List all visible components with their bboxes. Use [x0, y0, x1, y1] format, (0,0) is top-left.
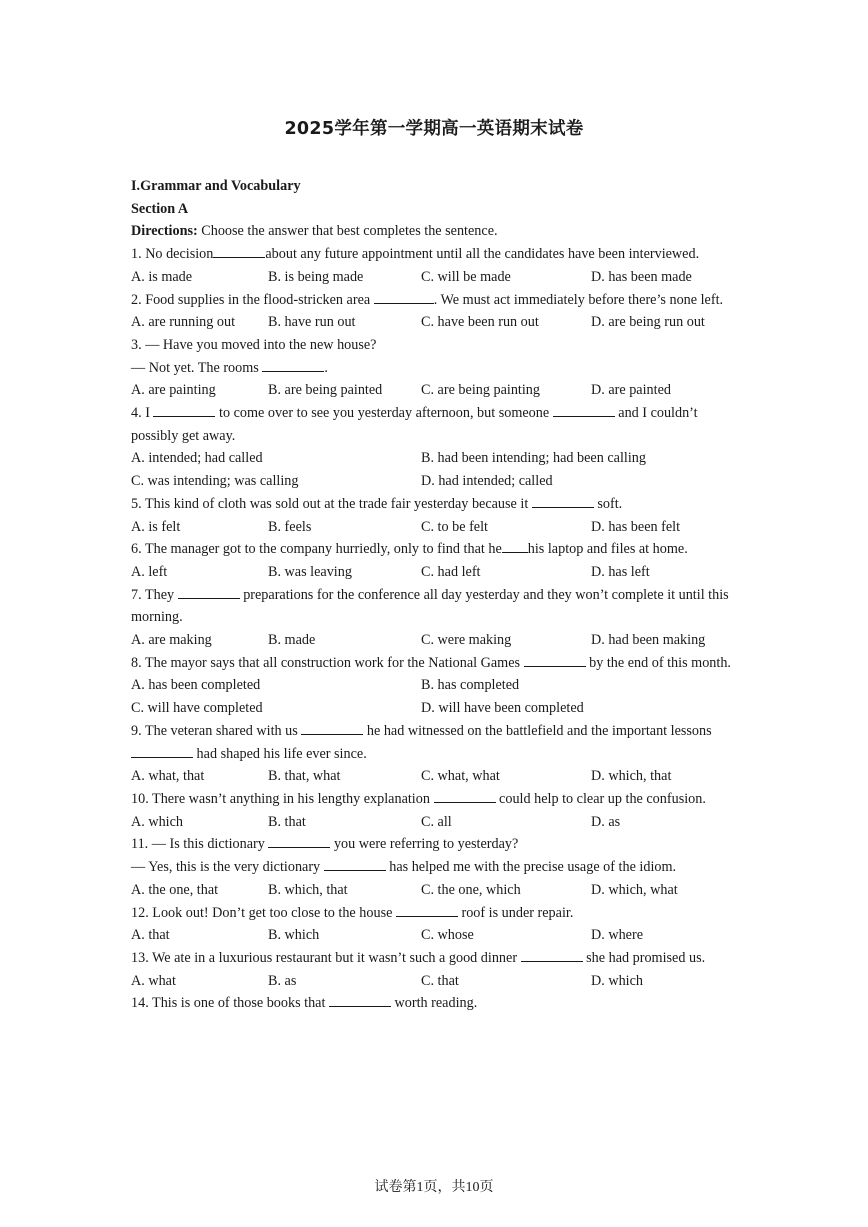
answer-option[interactable]: D. as	[591, 813, 621, 830]
question-text: to come over to see you yesterday afternoon, but someone	[215, 405, 553, 422]
answer-option[interactable]: B. that	[268, 813, 306, 830]
question-number: 6.	[131, 541, 145, 558]
question-3	[131, 334, 741, 402]
question-text: I	[145, 405, 154, 422]
question-text: by the end of this month.	[585, 654, 731, 671]
question-number: 8.	[131, 654, 145, 671]
answer-option[interactable]: C. are being painting	[421, 382, 540, 399]
answer-option[interactable]: A. what, that	[131, 768, 205, 785]
question-number: 3.	[131, 336, 146, 353]
answer-blank[interactable]	[532, 493, 594, 508]
question-4	[131, 402, 741, 493]
question-text: . We must act immediately before there’s none left.	[433, 291, 724, 308]
question-text: This is one of those books that	[152, 995, 329, 1012]
question-text: — Yes, this is the very dictionary	[131, 859, 324, 876]
options-row	[131, 765, 741, 788]
answer-option[interactable]: D. are being run out	[591, 314, 705, 331]
question-stem	[131, 334, 741, 357]
exam-content	[131, 175, 741, 1015]
answer-option[interactable]: A. are making	[131, 632, 212, 649]
section-heading: I.Grammar and Vocabulary	[131, 178, 301, 194]
question-text: .	[324, 359, 328, 376]
question-11	[131, 833, 741, 901]
question-number: 1.	[131, 246, 146, 263]
question-text: preparations for the conference all day yesterday and they won’t complete it until this morning.	[131, 586, 729, 626]
answer-blank[interactable]	[301, 720, 363, 735]
question-text: has helped me with the precise usage of the idiom.	[385, 859, 677, 876]
answer-option[interactable]: D. which	[591, 972, 644, 989]
options-row	[131, 970, 741, 993]
answer-option[interactable]: D. are painted	[591, 382, 671, 399]
question-text: she had promised us.	[582, 949, 706, 966]
directions	[131, 220, 741, 243]
question-text: Food supplies in the flood-stricken area	[145, 291, 374, 308]
answer-option[interactable]: C. all	[421, 813, 452, 830]
question-list	[131, 243, 741, 1015]
question-text: and I couldn’t possibly get away.	[131, 405, 698, 444]
directions-label: Directions:	[131, 223, 198, 240]
question-text: his laptop and files at home.	[527, 541, 688, 558]
question-stem	[131, 584, 741, 629]
question-8	[131, 652, 741, 720]
answer-option[interactable]: B. feels	[268, 518, 312, 535]
question-text: soft.	[593, 495, 623, 512]
answer-option[interactable]: C. were making	[421, 632, 512, 649]
question-response-line	[131, 357, 741, 380]
question-number: 12.	[131, 904, 153, 921]
answer-option[interactable]: B. have run out	[268, 314, 356, 331]
question-2	[131, 289, 741, 334]
answer-option[interactable]: D. has left	[591, 563, 650, 580]
options-row	[131, 447, 741, 470]
question-number: 14.	[131, 995, 153, 1012]
question-text: There wasn’t anything in his lengthy explanation	[152, 790, 434, 807]
answer-option[interactable]: A. which	[131, 813, 184, 830]
answer-blank[interactable]	[434, 788, 496, 803]
answer-option[interactable]: A. are painting	[131, 382, 216, 399]
answer-blank[interactable]	[324, 856, 386, 871]
question-stem	[131, 992, 741, 1015]
question-text: No decision	[145, 246, 214, 263]
options-row	[131, 516, 741, 539]
question-number: 9.	[131, 722, 145, 739]
question-number: 2.	[131, 291, 146, 308]
question-text: you were referring to yesterday?	[330, 836, 519, 853]
options-row	[131, 266, 741, 289]
options-row	[131, 311, 741, 334]
answer-blank[interactable]	[178, 584, 240, 599]
question-text: They	[144, 586, 178, 603]
question-text: The mayor says that all construction work for the National Games	[144, 654, 524, 671]
question-response-line	[131, 856, 741, 879]
answer-option[interactable]: B. which, that	[268, 881, 348, 898]
options-row	[131, 629, 741, 652]
answer-option[interactable]: A. has been completed	[131, 677, 261, 694]
answer-blank[interactable]	[268, 833, 330, 848]
question-12	[131, 902, 741, 947]
directions-text: Choose the answer that best completes the sentence.	[197, 223, 498, 240]
page-footer: 试卷第1页，共10页	[374, 1180, 494, 1195]
question-stem	[131, 720, 741, 765]
answer-option[interactable]: B. has completed	[421, 677, 520, 694]
answer-option[interactable]: D. had intended; called	[421, 473, 553, 490]
question-stem	[131, 833, 741, 856]
answer-option[interactable]: A. that	[131, 927, 170, 944]
page-title: 2025学年第一学期高一英语期末试卷	[284, 119, 584, 139]
question-stem	[131, 289, 741, 312]
answer-option[interactable]: C. to be felt	[421, 518, 488, 535]
answer-blank[interactable]	[521, 947, 583, 962]
question-text: had shaped his life ever since.	[193, 745, 367, 762]
options-row	[131, 879, 741, 902]
question-stem	[131, 902, 741, 925]
options-row	[131, 697, 741, 720]
question-text: This kind of cloth was sold out at the trade fair yesterday because it	[144, 495, 532, 512]
question-text: could help to clear up the confusion.	[495, 790, 706, 807]
question-text: The veteran shared with us	[144, 722, 302, 739]
answer-option[interactable]: A. the one, that	[131, 881, 219, 898]
question-stem	[131, 538, 741, 561]
question-text: roof is under repair.	[457, 904, 574, 921]
answer-option[interactable]: C. will be made	[421, 268, 511, 285]
answer-option[interactable]: C. had left	[421, 563, 481, 580]
question-text: Look out! Don’t get too close to the house	[152, 904, 396, 921]
answer-option[interactable]: B. was leaving	[268, 563, 352, 580]
answer-option[interactable]: A. is felt	[131, 518, 181, 535]
answer-option[interactable]: D. has been made	[591, 268, 692, 285]
question-number: 11.	[131, 836, 152, 853]
question-14	[131, 992, 741, 1015]
answer-option[interactable]: D. had been making	[591, 632, 706, 649]
answer-option[interactable]: D. where	[591, 927, 643, 944]
question-stem	[131, 947, 741, 970]
question-text: — Have you moved into the new house?	[145, 336, 377, 353]
answer-option[interactable]: B. which	[268, 927, 320, 944]
question-number: 5.	[131, 495, 145, 512]
question-9	[131, 720, 741, 788]
answer-blank[interactable]	[374, 289, 434, 304]
subsection-heading: Section A	[131, 200, 189, 217]
answer-blank[interactable]	[502, 538, 528, 553]
answer-option[interactable]: C. that	[421, 972, 459, 989]
answer-option[interactable]: B. are being painted	[268, 382, 383, 399]
answer-option[interactable]: B. as	[268, 972, 297, 989]
answer-blank[interactable]	[329, 992, 391, 1007]
answer-blank[interactable]	[524, 652, 586, 667]
question-text: The manager got to the company hurriedly, only to find that he	[144, 541, 502, 558]
options-row	[131, 561, 741, 584]
answer-option[interactable]: D. has been felt	[591, 518, 681, 535]
answer-blank[interactable]	[553, 402, 615, 417]
answer-blank[interactable]	[396, 902, 458, 917]
question-number: 7.	[131, 586, 145, 603]
answer-option[interactable]: B. had been intending; had been calling	[421, 450, 646, 467]
answer-option[interactable]: A. what	[131, 972, 176, 989]
answer-option[interactable]: C. what, what	[421, 768, 500, 785]
question-text: We ate in a luxurious restaurant but it wasn’t such a good dinner	[152, 949, 521, 966]
options-row	[131, 811, 741, 834]
answer-blank[interactable]	[213, 243, 265, 258]
answer-option[interactable]: D. which, what	[591, 881, 678, 898]
question-number: 4.	[131, 405, 146, 422]
options-row	[131, 924, 741, 947]
answer-option[interactable]: C. the one, which	[421, 881, 521, 898]
question-7	[131, 584, 741, 652]
answer-blank[interactable]	[131, 743, 193, 758]
answer-option[interactable]: A. left	[131, 563, 168, 580]
answer-blank[interactable]	[153, 402, 215, 417]
answer-option[interactable]: A. are running out	[131, 314, 236, 331]
answer-option[interactable]: C. have been run out	[421, 314, 539, 331]
question-text: about any future appointment until all the candidates have been interviewed.	[265, 246, 700, 263]
question-10	[131, 788, 741, 833]
answer-option[interactable]: D. which, that	[591, 768, 672, 785]
answer-option[interactable]: C. whose	[421, 927, 474, 944]
question-text: he had witnessed on the battlefield and the important lessons	[363, 722, 712, 739]
question-stem	[131, 402, 741, 447]
question-13	[131, 947, 741, 992]
answer-option[interactable]: B. that, what	[268, 768, 341, 785]
answer-option[interactable]: C. was intending; was calling	[131, 473, 299, 490]
answer-option[interactable]: D. will have been completed	[421, 700, 584, 717]
question-stem	[131, 243, 741, 266]
answer-option[interactable]: A. intended; had called	[131, 450, 263, 467]
options-row	[131, 379, 741, 402]
answer-blank[interactable]	[262, 357, 324, 372]
question-5	[131, 493, 741, 538]
question-text: — Is this dictionary	[151, 836, 269, 853]
question-number: 13.	[131, 949, 153, 966]
question-1	[131, 243, 741, 288]
question-text: worth reading.	[390, 995, 478, 1012]
answer-option[interactable]: A. is made	[131, 268, 193, 285]
options-row	[131, 470, 741, 493]
answer-option[interactable]: B. made	[268, 632, 316, 649]
question-6	[131, 538, 741, 583]
question-stem	[131, 652, 741, 675]
question-stem	[131, 788, 741, 811]
question-stem	[131, 493, 741, 516]
answer-option[interactable]: C. will have completed	[131, 700, 263, 717]
options-row	[131, 674, 741, 697]
answer-option[interactable]: B. is being made	[268, 268, 364, 285]
question-number: 10.	[131, 790, 153, 807]
question-text: — Not yet. The rooms	[131, 359, 263, 376]
